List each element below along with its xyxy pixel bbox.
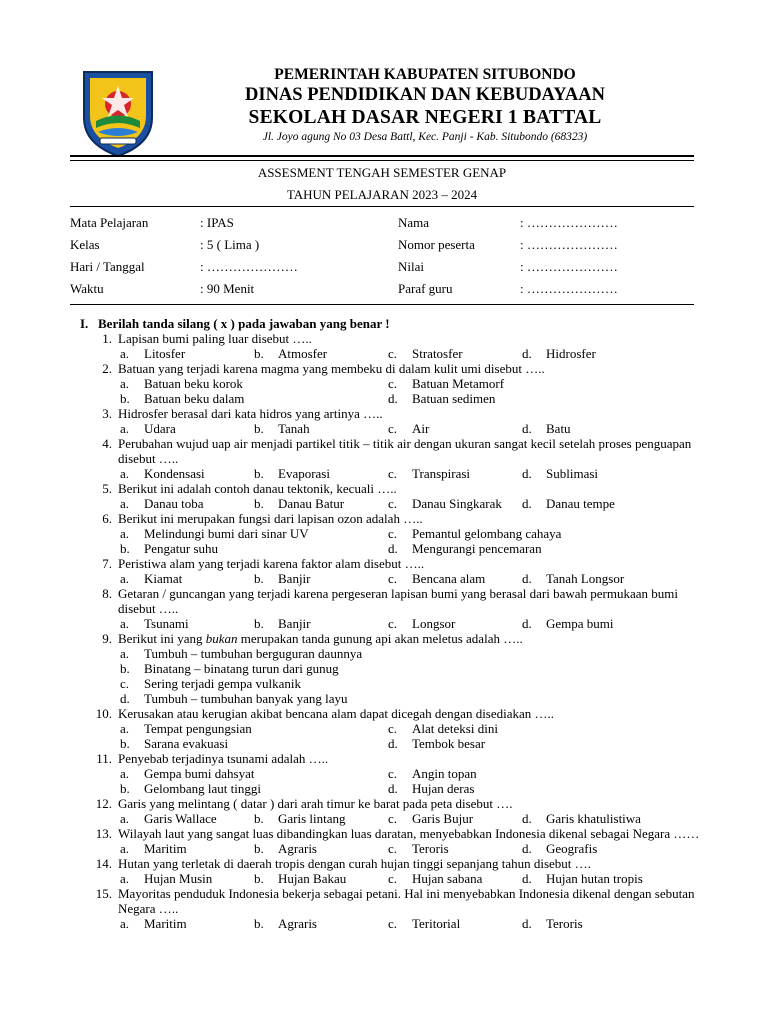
option-text: Angin topan: [412, 766, 477, 781]
option-letter: b.: [254, 841, 264, 856]
option-letter: a.: [120, 871, 130, 886]
question-number: 4.: [102, 436, 112, 451]
option-text: Garis Bujur: [412, 811, 474, 826]
answer-option[interactable]: [254, 871, 388, 886]
option-letter: b.: [254, 571, 264, 586]
label-date: Hari / Tanggal: [70, 259, 145, 274]
answer-option[interactable]: [522, 421, 656, 436]
option-letter: a.: [120, 571, 130, 586]
question-number: 14.: [95, 856, 112, 871]
question-text: Perubahan wujud uap air menjadi partikel titik – titik air dengan ukuran sangat kecil setelah proses penguapan disebut …..: [118, 436, 692, 466]
question-text: Mayoritas penduduk Indonesia bekerja sebagai petani. Hal ini menyebabkan Indonesia dikenal dengan sebutan Negara …..: [118, 886, 695, 916]
option-letter: c.: [388, 466, 398, 481]
exam-title: ASSESMENT TENGAH SEMESTER GENAP: [257, 165, 507, 180]
question-item: [80, 511, 700, 556]
question-item: [80, 751, 700, 796]
option-text: Kiamat: [144, 571, 183, 586]
question-item: [80, 361, 700, 406]
answer-option[interactable]: [522, 916, 656, 931]
answer-option[interactable]: [120, 526, 388, 541]
option-text: Hujan deras: [412, 781, 475, 796]
value-date: : …………………: [200, 259, 298, 274]
answer-option[interactable]: [120, 616, 254, 631]
answer-option[interactable]: [120, 376, 388, 391]
option-letter: b.: [120, 391, 130, 406]
answer-option[interactable]: [120, 736, 388, 751]
answer-option[interactable]: [254, 841, 388, 856]
question-item: [80, 886, 700, 931]
question-list: [80, 331, 700, 931]
option-text: Batuan beku korok: [144, 376, 243, 391]
answer-options: [80, 616, 700, 631]
government-name: PEMERINTAH KABUPATEN SITUBONDO: [274, 66, 576, 83]
option-letter: a.: [120, 916, 130, 931]
section-instruction: Berilah tanda silang ( x ) pada jawaban yang benar !: [98, 316, 390, 331]
option-letter: d.: [522, 811, 532, 826]
school-address: Jl. Joyo agung No 03 Desa Battl, Kec. Panji - Kab. Situbondo (68323): [262, 131, 588, 143]
option-letter: d.: [388, 736, 398, 751]
question-text: Peristiwa alam yang terjadi karena faktor alam disebut …..: [118, 556, 425, 571]
option-letter: d.: [388, 391, 398, 406]
option-text: Mengurangi pencemaran: [412, 541, 542, 556]
option-text: Maritim: [144, 841, 187, 856]
answer-option[interactable]: [120, 841, 254, 856]
option-text: Udara: [144, 421, 176, 436]
option-letter: b.: [254, 616, 264, 631]
question-text: Penyebab terjadinya tsunami adalah …..: [118, 751, 329, 766]
question-number: 6.: [102, 511, 112, 526]
option-letter: c.: [120, 676, 130, 691]
value-name: : …………………: [520, 215, 618, 230]
option-letter: d.: [522, 916, 532, 931]
question-item: [80, 826, 700, 856]
option-text: Tanah: [278, 421, 310, 436]
label-name: Nama: [398, 215, 430, 230]
option-letter: c.: [388, 526, 398, 541]
letterhead-thick-rule: [70, 155, 694, 157]
option-letter: c.: [388, 571, 398, 586]
option-text: Atmosfer: [278, 346, 328, 361]
answer-options: [80, 766, 700, 796]
answer-option[interactable]: [522, 841, 656, 856]
option-text: Binatang – binatang turun dari gunug: [144, 661, 339, 676]
option-letter: c.: [388, 841, 398, 856]
answer-option[interactable]: [388, 781, 656, 796]
answer-option[interactable]: [254, 616, 388, 631]
option-text: Tanah Longsor: [546, 571, 625, 586]
question-text: Hidrosfer berasal dari kata hidros yang artinya …..: [118, 406, 383, 421]
option-letter: c.: [388, 916, 398, 931]
letterhead: [165, 66, 685, 145]
answer-options: [80, 841, 700, 856]
option-letter: a.: [120, 811, 130, 826]
option-letter: a.: [120, 646, 130, 661]
question-text: Batuan yang terjadi karena magma yang membeku di dalam kulit umi disebut …..: [118, 361, 545, 376]
question-text-emphasis: bukan: [205, 631, 238, 646]
option-letter: c.: [388, 616, 398, 631]
option-letter: b.: [254, 496, 264, 511]
question-item: [80, 556, 700, 586]
value-subject: : IPAS: [200, 215, 234, 230]
option-letter: c.: [388, 721, 398, 736]
value-time: : 90 Menit: [200, 281, 255, 296]
option-text: Batu: [546, 421, 571, 436]
option-letter: a.: [120, 466, 130, 481]
option-text: Garis Wallace: [144, 811, 217, 826]
value-participant-number: : …………………: [520, 237, 618, 252]
answer-option[interactable]: [522, 616, 656, 631]
answer-option[interactable]: [522, 571, 656, 586]
value-teacher-initials: : …………………: [520, 281, 618, 296]
option-text: Garis khatulistiwa: [546, 811, 641, 826]
option-letter: d.: [388, 781, 398, 796]
option-letter: d.: [522, 571, 532, 586]
question-item: [80, 406, 700, 436]
question-number: 10.: [95, 706, 112, 721]
answer-option[interactable]: [120, 391, 388, 406]
answer-option[interactable]: [388, 496, 522, 511]
question-item: [80, 796, 700, 826]
answer-options: [80, 421, 700, 436]
question-text: Berikut ini adalah contoh danau tektonik, kecuali …..: [118, 481, 397, 496]
answer-options: [80, 916, 700, 931]
answer-options: [80, 346, 700, 361]
question-number: 7.: [102, 556, 112, 571]
answer-option[interactable]: [120, 676, 660, 691]
option-letter: a.: [120, 421, 130, 436]
answer-option[interactable]: [120, 781, 388, 796]
answer-option[interactable]: [388, 721, 656, 736]
question-text: Garis yang melintang ( datar ) dari arah timur ke barat pada peta disebut ….: [118, 796, 513, 811]
option-text: Hujan Musin: [144, 871, 213, 886]
department-name: DINAS PENDIDIKAN DAN KEBUDAYAAN: [245, 85, 605, 105]
option-text: Batuan sedimen: [412, 391, 496, 406]
label-score: Nilai: [398, 259, 424, 274]
option-letter: d.: [522, 421, 532, 436]
option-letter: d.: [522, 841, 532, 856]
answer-options: [80, 571, 700, 586]
answer-option[interactable]: [388, 391, 656, 406]
option-text: Sarana evakuasi: [144, 736, 229, 751]
option-text: Gelombang laut tinggi: [144, 781, 261, 796]
option-letter: a.: [120, 496, 130, 511]
question-text: Wilayah laut yang sangat luas dibandingkan luas daratan, menyebabkan Indonesia dikenal sebagai Negara ……: [118, 826, 700, 841]
option-letter: b.: [254, 346, 264, 361]
option-text: Danau Batur: [278, 496, 345, 511]
academic-year: TAHUN PELAJARAN 2023 – 2024: [286, 187, 478, 202]
question-item: [80, 331, 700, 361]
option-text: Stratosfer: [412, 346, 463, 361]
answer-option[interactable]: [388, 526, 656, 541]
question-number: 13.: [95, 826, 112, 841]
question-number: 2.: [102, 361, 112, 376]
answer-option[interactable]: [388, 466, 522, 481]
question-item: [80, 481, 700, 511]
question-text: Hutan yang terletak di daerah tropis dengan curah hujan tinggi sepanjang tahun disebut ….: [118, 856, 591, 871]
answer-options: [80, 721, 700, 751]
question-item: [80, 856, 700, 886]
answer-option[interactable]: [522, 466, 656, 481]
answer-option[interactable]: [254, 466, 388, 481]
question-item: [80, 631, 700, 706]
value-score: : …………………: [520, 259, 618, 274]
option-text: Kondensasi: [144, 466, 205, 481]
answer-options: [80, 811, 700, 826]
question-number: 15.: [95, 886, 112, 901]
option-text: Teroris: [546, 916, 583, 931]
answer-option[interactable]: [254, 496, 388, 511]
option-text: Teroris: [412, 841, 449, 856]
option-letter: a.: [120, 766, 130, 781]
option-text: Hujan Bakau: [278, 871, 347, 886]
label-participant-number: Nomor peserta: [398, 237, 475, 252]
question-text: Getaran / guncangan yang terjadi karena pergeseran lapisan bumi yang berasal dari bawah permukaan bumi disebut …..: [118, 586, 678, 616]
option-letter: b.: [254, 811, 264, 826]
question-item: [80, 436, 700, 481]
question-text-part: Berikut ini yang: [118, 631, 206, 646]
option-text: Litosfer: [144, 346, 186, 361]
answer-option[interactable]: [120, 691, 660, 706]
option-text: Garis lintang: [278, 811, 346, 826]
answer-option[interactable]: [120, 661, 660, 676]
identity-rule: [70, 304, 694, 305]
label-teacher-initials: Paraf guru: [398, 281, 453, 296]
question-text: Lapisan bumi paling luar disebut …..: [118, 331, 312, 346]
option-letter: c.: [388, 766, 398, 781]
answer-option[interactable]: [120, 811, 254, 826]
answer-option[interactable]: [388, 916, 522, 931]
option-letter: b.: [120, 541, 130, 556]
answer-options: [80, 646, 700, 706]
question-text: Berikut ini merupakan fungsi dari lapisan ozon adalah …..: [118, 511, 423, 526]
option-letter: c.: [388, 496, 398, 511]
answer-options: [80, 496, 700, 511]
option-text: Batuan Metamorf: [412, 376, 505, 391]
option-letter: a.: [120, 616, 130, 631]
option-text: Banjir: [278, 571, 311, 586]
option-text: Pemantul gelombang cahaya: [412, 526, 562, 541]
answer-option[interactable]: [120, 421, 254, 436]
answer-option[interactable]: [522, 811, 656, 826]
option-text: Teritorial: [412, 916, 461, 931]
option-text: Hidrosfer: [546, 346, 596, 361]
option-letter: a.: [120, 721, 130, 736]
answer-option[interactable]: [120, 721, 388, 736]
option-text: Agraris: [278, 916, 317, 931]
option-letter: d.: [388, 541, 398, 556]
answer-option[interactable]: [388, 871, 522, 886]
option-letter: d.: [120, 691, 130, 706]
option-letter: b.: [120, 661, 130, 676]
question-item: [80, 586, 700, 631]
school-name: SEKOLAH DASAR NEGERI 1 BATTAL: [248, 107, 602, 128]
option-text: Tsunami: [144, 616, 189, 631]
option-letter: a.: [120, 376, 130, 391]
option-text: Danau toba: [144, 496, 204, 511]
question-text: [118, 631, 700, 646]
option-letter: b.: [120, 736, 130, 751]
answer-option[interactable]: [120, 766, 388, 781]
answer-option[interactable]: [388, 811, 522, 826]
answer-option[interactable]: [388, 376, 656, 391]
answer-options: [80, 376, 700, 406]
answer-option[interactable]: [254, 571, 388, 586]
option-text: Tembok besar: [412, 736, 486, 751]
option-text: Gempa bumi dahsyat: [144, 766, 255, 781]
option-text: Tumbuh – tumbuhan berguguran daunnya: [144, 646, 363, 661]
option-text: Transpirasi: [412, 466, 471, 481]
question-number: 11.: [96, 751, 112, 766]
option-letter: c.: [388, 811, 398, 826]
title-rule: [70, 206, 694, 207]
option-letter: c.: [388, 871, 398, 886]
option-text: Tumbuh – tumbuhan banyak yang layu: [144, 691, 348, 706]
answer-option[interactable]: [388, 541, 656, 556]
answer-option[interactable]: [254, 811, 388, 826]
option-letter: b.: [254, 871, 264, 886]
answer-option[interactable]: [120, 346, 254, 361]
option-text: Bencana alam: [412, 571, 486, 586]
option-letter: a.: [120, 841, 130, 856]
option-letter: a.: [120, 526, 130, 541]
answer-option[interactable]: [388, 346, 522, 361]
answer-option[interactable]: [254, 916, 388, 931]
option-letter: a.: [120, 346, 130, 361]
option-letter: c.: [388, 346, 398, 361]
option-text: Hujan hutan tropis: [546, 871, 643, 886]
option-letter: d.: [522, 346, 532, 361]
answer-option[interactable]: [120, 496, 254, 511]
section-number: I.: [80, 316, 89, 331]
answer-option[interactable]: [388, 421, 522, 436]
answer-option[interactable]: [388, 841, 522, 856]
option-text: Geografis: [546, 841, 598, 856]
option-letter: c.: [388, 421, 398, 436]
question-number: 8.: [102, 586, 112, 601]
multiple-choice-section: [80, 316, 700, 931]
option-text: Melindungi bumi dari sinar UV: [144, 526, 309, 541]
option-text: Longsor: [412, 616, 456, 631]
option-text: Tempat pengungsian: [144, 721, 252, 736]
label-time: Waktu: [70, 281, 104, 296]
answer-option[interactable]: [522, 871, 656, 886]
option-letter: b.: [254, 421, 264, 436]
letterhead-thin-rule: [70, 160, 694, 161]
situbondo-emblem-logo: [78, 66, 158, 158]
question-text: Kerusakan atau kerugian akibat bencana alam dapat dicegah dengan disediakan …..: [118, 706, 555, 721]
question-number: 1.: [102, 331, 112, 346]
answer-options: [80, 466, 700, 481]
answer-options: [80, 871, 700, 886]
option-letter: d.: [522, 496, 532, 511]
option-text: Air: [412, 421, 430, 436]
question-text-part: merupakan tanda gunung api akan meletus adalah …..: [237, 631, 523, 646]
option-letter: b.: [254, 466, 264, 481]
option-letter: b.: [120, 781, 130, 796]
answer-option[interactable]: [388, 616, 522, 631]
option-text: Hujan sabana: [412, 871, 483, 886]
label-class: Kelas: [70, 237, 100, 252]
section-heading: [80, 316, 700, 331]
option-text: Evaporasi: [278, 466, 330, 481]
answer-option[interactable]: [120, 871, 254, 886]
question-number: 5.: [102, 481, 112, 496]
answer-option[interactable]: [522, 496, 656, 511]
option-letter: d.: [522, 871, 532, 886]
answer-option[interactable]: [522, 346, 656, 361]
answer-option[interactable]: [120, 646, 660, 661]
answer-option[interactable]: [254, 421, 388, 436]
option-text: Sublimasi: [546, 466, 599, 481]
answer-option[interactable]: [254, 346, 388, 361]
question-item: [80, 706, 700, 751]
value-class: : 5 ( Lima ): [200, 237, 260, 252]
option-text: Alat deteksi dini: [412, 721, 498, 736]
question-number: 3.: [102, 406, 112, 421]
answer-option[interactable]: [120, 541, 388, 556]
option-letter: d.: [522, 616, 532, 631]
option-text: Batuan beku dalam: [144, 391, 245, 406]
answer-options: [80, 526, 700, 556]
question-number: 9.: [102, 631, 112, 646]
option-letter: c.: [388, 376, 398, 391]
option-text: Danau tempe: [546, 496, 615, 511]
option-text: Danau Singkarak: [412, 496, 502, 511]
option-text: Agraris: [278, 841, 317, 856]
option-text: Banjir: [278, 616, 311, 631]
option-letter: d.: [522, 466, 532, 481]
option-letter: b.: [254, 916, 264, 931]
answer-option[interactable]: [120, 466, 254, 481]
answer-option[interactable]: [120, 571, 254, 586]
answer-option[interactable]: [388, 736, 656, 751]
option-text: Maritim: [144, 916, 187, 931]
option-text: Pengatur suhu: [144, 541, 219, 556]
option-text: Gempa bumi: [546, 616, 614, 631]
answer-option[interactable]: [388, 766, 656, 781]
label-subject: Mata Pelajaran: [70, 215, 149, 230]
answer-option[interactable]: [388, 571, 522, 586]
question-number: 12.: [95, 796, 112, 811]
answer-option[interactable]: [120, 916, 254, 931]
option-text: Sering terjadi gempa vulkanik: [144, 676, 302, 691]
